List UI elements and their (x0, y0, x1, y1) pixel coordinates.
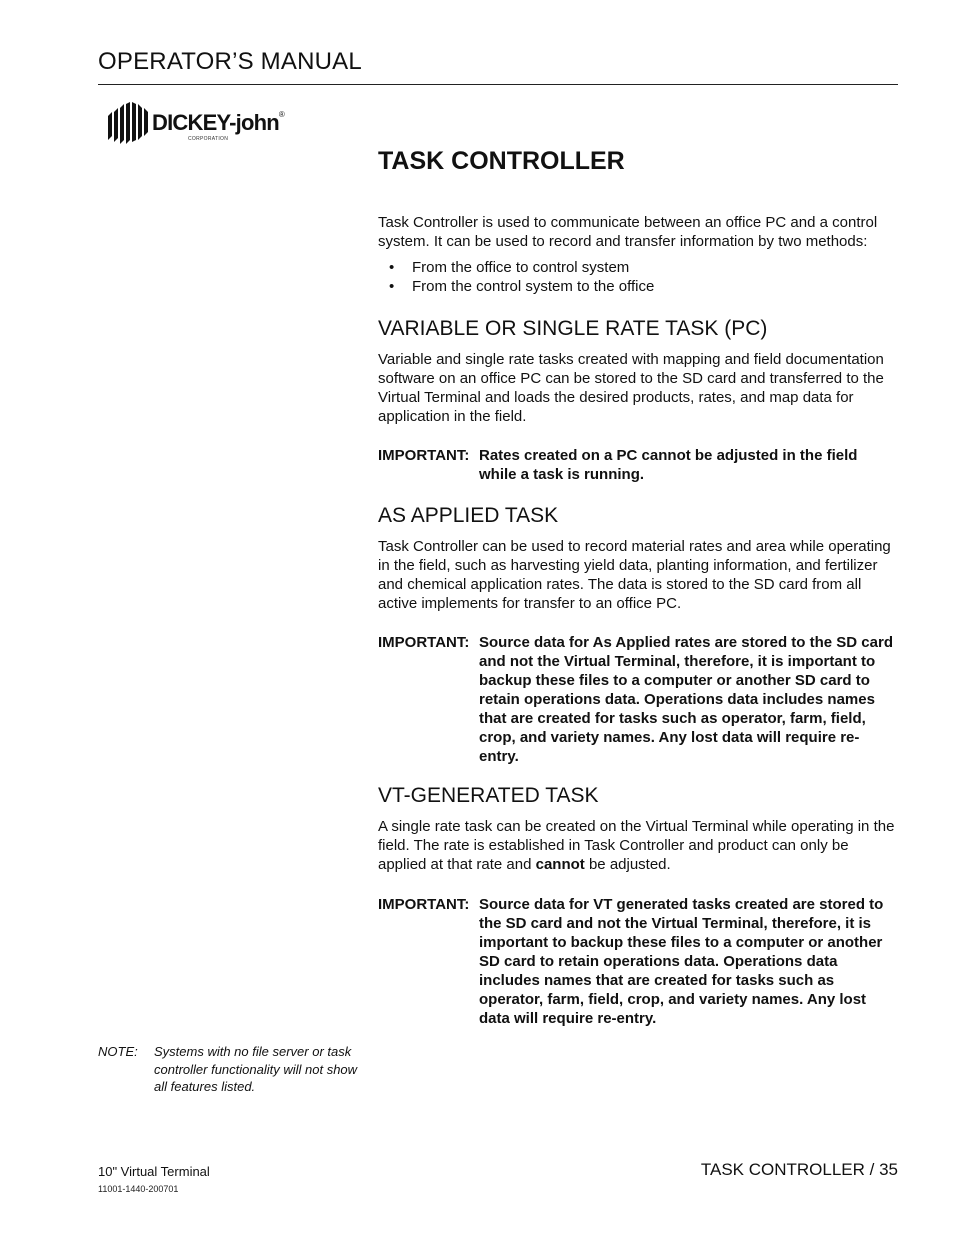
important-label: IMPORTANT: (378, 447, 470, 464)
methods-list (378, 258, 898, 296)
manual-title: OPERATOR’S MANUAL (98, 48, 362, 75)
important-label: IMPORTANT: (378, 634, 470, 651)
important-text: Source data for As Applied rates are stored to the SD card and not the Virtual Terminal, therefore, it is important to backup these files to a computer or another SD card to retain operations data. Operations data includes names that are created for tasks such as operator, farm, field, crop, and variety names. Any lost data will require re-entry. (479, 634, 893, 765)
list-item: • From the control system to the office (389, 278, 655, 295)
section-heading: VT-GENERATED TASK (378, 784, 599, 807)
section-vt-generated (378, 783, 898, 874)
note-label: NOTE: (98, 1044, 138, 1059)
important-label: IMPORTANT: (378, 896, 470, 913)
footer-product: 10" Virtual Terminal (98, 1164, 210, 1179)
footer-page-number: TASK CONTROLLER / 35 (700, 1160, 898, 1179)
page-title: TASK CONTROLLER (378, 147, 625, 175)
side-note (98, 1043, 358, 1096)
section-body: Task Controller can be used to record material rates and area while operating in the field, such as harvesting yield data, planting information, and fertilizer and chemical application rates. The data is stored to the SD card from all active implements for transfer to an office PC. (378, 538, 891, 612)
logo-wordmark: DICKEY-john® (152, 110, 284, 135)
important-text: Source data for VT generated tasks created are stored to the SD card and not the Virtual Terminal, therefore, it is important to backup these files to a computer or another SD card to retain operations data. Operations data includes names that are created for tasks such as operator, farm, field, crop, and variety names. Any lost data will require re-entry. (479, 896, 884, 1027)
section-heading: VARIABLE OR SINGLE RATE TASK (PC) (378, 317, 768, 340)
important-note-as-applied (378, 633, 898, 766)
important-text: Rates created on a PC cannot be adjusted in the field while a task is running. (479, 447, 858, 483)
header-divider (98, 84, 898, 85)
section-body: Variable and single rate tasks created with mapping and field documentation software on an office PC can be stored to the SD card and transferred to the Virtual Terminal and loads the desired products, rates, and map data for application in the field. (378, 351, 884, 425)
section-as-applied (378, 503, 898, 613)
logo-corporation: CORPORATION (188, 136, 229, 142)
section-variable-rate (378, 316, 898, 426)
section-heading: AS APPLIED TASK (378, 504, 559, 527)
list-item: • From the office to control system (389, 259, 630, 276)
footer-document-code: 11001-1440-200701 (98, 1184, 179, 1194)
important-note-vt-generated (378, 895, 898, 1028)
note-text: Systems with no file server or task controller functionality will not show all features listed. (154, 1044, 358, 1094)
main-content (378, 144, 898, 1027)
section-body: A single rate task can be created on the Virtual Terminal while operating in the field. The rate is established in Task Controller and product can only be applied at that rate and cannot be adjusted. (378, 818, 895, 873)
important-note-variable-rate (378, 446, 898, 484)
dickey-john-logo (106, 100, 296, 148)
logo-mark-icon (106, 100, 150, 144)
intro-paragraph: Task Controller is used to communicate between an office PC and a control system. It can be used to record and transfer information by two methods: (378, 214, 878, 250)
